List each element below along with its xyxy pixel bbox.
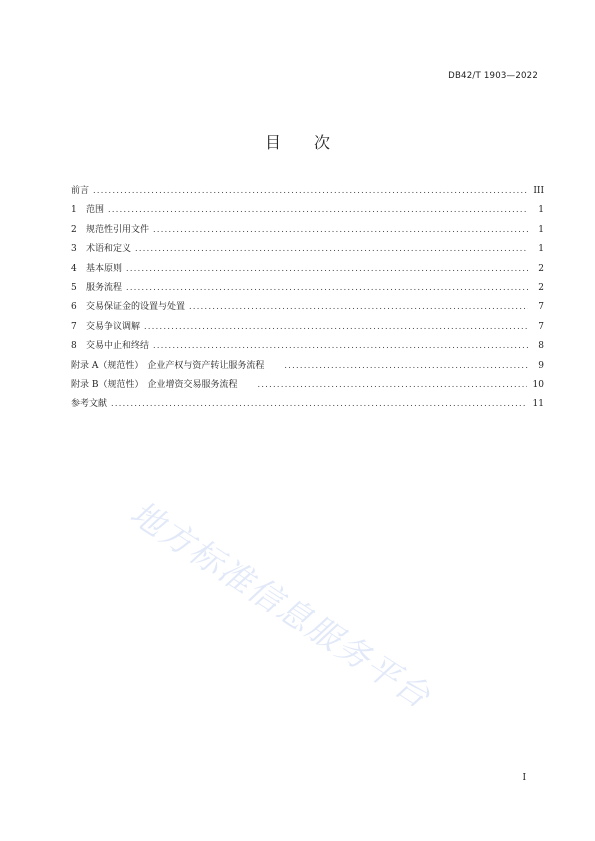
toc-entry-label: 术语和定义 — [86, 244, 132, 255]
dot-leader — [135, 239, 528, 258]
dot-leader — [189, 297, 528, 316]
toc-entry-page: 8 — [538, 341, 544, 352]
toc-entry-number: 5 — [71, 282, 77, 293]
toc-entry-terms[interactable] — [71, 239, 544, 258]
dot-leader — [153, 220, 528, 239]
toc-entry-page: 7 — [538, 302, 544, 313]
toc-entry-number: 8 — [71, 341, 77, 352]
dot-leader — [258, 375, 527, 394]
toc-entry-label: 附录 A（规范性） — [71, 360, 144, 371]
toc-entry-page: 9 — [538, 360, 544, 371]
dot-leader — [153, 336, 528, 355]
dot-leader — [126, 259, 528, 278]
dot-leader — [108, 200, 528, 219]
toc-entry-normative-references[interactable] — [71, 220, 544, 239]
document-code: DB42/T 1903—2022 — [448, 71, 538, 81]
toc-entry-number: 7 — [71, 321, 77, 332]
toc-entry-references[interactable] — [71, 394, 544, 413]
dot-leader — [126, 278, 528, 297]
dot-leader — [284, 356, 528, 375]
toc-entry-deposit[interactable] — [71, 297, 544, 316]
toc-entry-title: 企业产权与资产转让服务流程 — [147, 360, 265, 371]
dot-leader — [111, 394, 527, 413]
toc-entry-label: 前言 — [71, 186, 90, 196]
toc-entry-label: 附录 B（规范性） — [71, 379, 144, 390]
toc-entry-title: 企业增资交易服务流程 — [147, 379, 238, 390]
dot-leader — [93, 181, 527, 200]
toc-entry-label: 范围 — [86, 205, 105, 216]
toc-entry-page: 7 — [538, 321, 544, 332]
toc-entry-suspension[interactable] — [71, 336, 544, 355]
toc-entry-number: 6 — [71, 302, 77, 313]
toc-entry-label: 交易争议调解 — [86, 321, 141, 332]
page-title: 目 次 — [264, 133, 345, 152]
toc-entry-appendix-a[interactable] — [71, 356, 544, 375]
toc-entry-page: 11 — [532, 399, 544, 410]
table-of-contents — [71, 181, 544, 414]
toc-entry-label: 参考文献 — [71, 399, 108, 410]
toc-entry-label: 服务流程 — [86, 282, 123, 293]
toc-entry-page: 1 — [538, 224, 544, 235]
toc-entry-label: 基本原则 — [86, 263, 123, 274]
toc-entry-page: III — [533, 186, 544, 196]
toc-entry-principles[interactable] — [71, 259, 544, 278]
toc-entry-number: 2 — [71, 224, 77, 235]
toc-entry-page: 1 — [538, 244, 544, 255]
toc-entry-page: 1 — [538, 205, 544, 216]
watermark: 地方标准信息服务平台 — [123, 493, 439, 717]
toc-entry-label: 交易中止和终结 — [86, 341, 150, 352]
toc-entry-scope[interactable] — [71, 200, 544, 219]
toc-entry-number: 4 — [71, 263, 77, 274]
toc-entry-appendix-b[interactable] — [71, 375, 544, 394]
toc-entry-service-process[interactable] — [71, 278, 544, 297]
dot-leader — [144, 317, 528, 336]
toc-entry-page: 10 — [532, 379, 544, 390]
toc-entry-dispute-mediation[interactable] — [71, 317, 544, 336]
toc-entry-page: 2 — [538, 282, 544, 293]
toc-entry-label: 规范性引用文件 — [86, 224, 150, 235]
page-number: I — [522, 773, 526, 783]
toc-entry-label: 交易保证金的设置与处置 — [86, 302, 186, 313]
toc-entry-number: 3 — [71, 244, 77, 255]
toc-entry-number: 1 — [71, 205, 77, 216]
toc-entry-page: 2 — [538, 263, 544, 274]
toc-entry-foreword[interactable] — [71, 181, 544, 200]
